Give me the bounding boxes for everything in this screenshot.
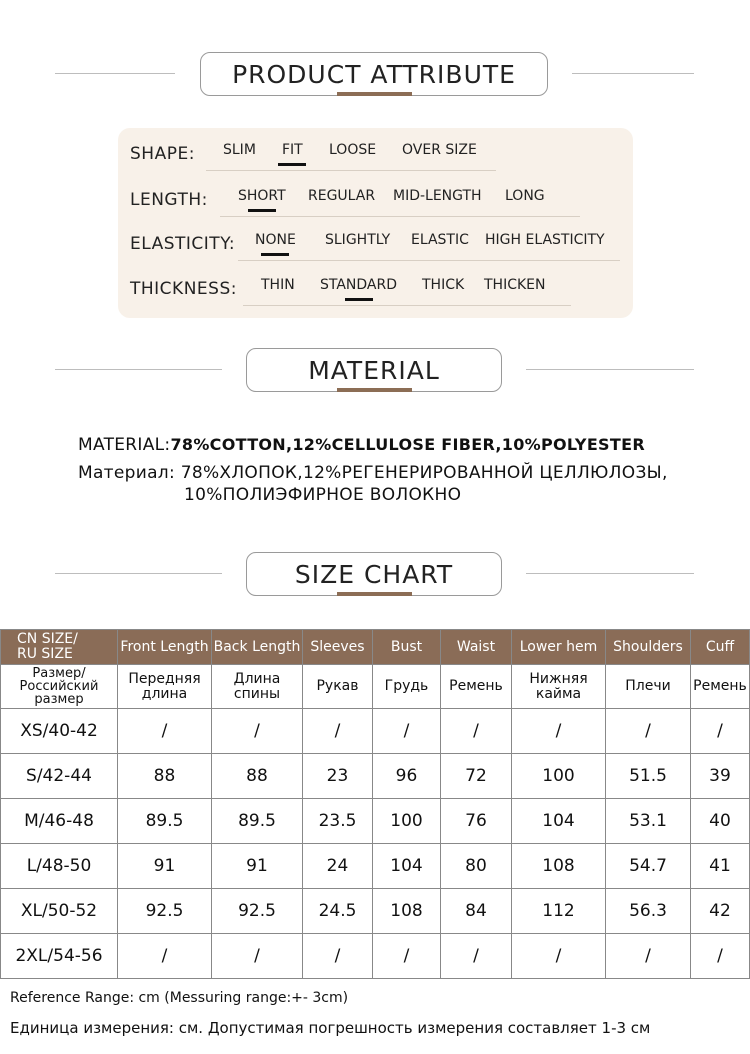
header-cell: Lower hem [512, 630, 606, 665]
size-cell: 2XL/54-56 [1, 934, 118, 979]
attr-option: OVER SIZE [402, 142, 477, 158]
header-ru-cell: Длина спины [212, 665, 303, 709]
value-cell: 88 [212, 754, 303, 799]
header-ru-cell: Размер/ Российский размер [1, 665, 118, 709]
value-cell: / [441, 934, 512, 979]
value-cell: 80 [441, 844, 512, 889]
attr-row-rule [206, 170, 496, 171]
header-cell: Bust [373, 630, 441, 665]
value-cell: / [303, 934, 373, 979]
selected-marker [278, 163, 306, 166]
value-cell: 24.5 [303, 889, 373, 934]
heading-pill [200, 52, 548, 96]
value-cell: 76 [441, 799, 512, 844]
header-ru-cell: Грудь [373, 665, 441, 709]
value-cell: 41 [691, 844, 750, 889]
value-cell: 89.5 [118, 799, 212, 844]
attr-row-rule [238, 260, 620, 261]
value-cell: 23.5 [303, 799, 373, 844]
attr-label: LENGTH: [130, 190, 208, 210]
value-cell: / [373, 709, 441, 754]
size-cell: M/46-48 [1, 799, 118, 844]
value-cell: 92.5 [212, 889, 303, 934]
attr-option-selected: NONE [255, 232, 296, 248]
attribute-box [118, 128, 633, 318]
table-row [1, 844, 750, 889]
attr-row-rule [220, 216, 580, 217]
attr-label: ELASTICITY: [130, 234, 236, 254]
value-cell: / [512, 709, 606, 754]
table-row [1, 934, 750, 979]
header-ru-cell: Нижняя кайма [512, 665, 606, 709]
size-cell: XS/40-42 [1, 709, 118, 754]
value-cell: / [606, 934, 691, 979]
footnote-ru: Единица измерения: см. Допустимая погрешность измерения составляет 1-3 см [10, 1019, 651, 1037]
size-cell: L/48-50 [1, 844, 118, 889]
attr-option: REGULAR [308, 188, 376, 204]
heading-title: SIZE CHART [294, 559, 454, 589]
size-chart-table [0, 629, 750, 979]
value-cell: 53.1 [606, 799, 691, 844]
heading-pill [246, 348, 502, 392]
attr-label: THICKNESS: [130, 279, 237, 299]
attr-row-elasticity [118, 232, 633, 262]
value-cell: 39 [691, 754, 750, 799]
attr-row-rule [243, 305, 571, 306]
attr-option-selected: STANDARD [320, 277, 397, 293]
value-cell: / [512, 934, 606, 979]
header-ru-cell: Рукав [303, 665, 373, 709]
value-cell: / [212, 709, 303, 754]
header-cell: Cuff [691, 630, 750, 665]
table-row [1, 754, 750, 799]
value-cell: / [303, 709, 373, 754]
value-cell: 89.5 [212, 799, 303, 844]
header-cell: Shoulders [606, 630, 691, 665]
value-cell: 104 [512, 799, 606, 844]
material-en [78, 435, 645, 455]
heading-rule-right [526, 369, 694, 370]
heading-rule-right [572, 73, 694, 74]
heading-pill [246, 552, 502, 596]
material-en-value: 78%COTTON,12%CELLULOSE FIBER,10%POLYESTER [170, 435, 645, 454]
heading-rule-right [526, 573, 694, 574]
material-ru-line2 [184, 485, 461, 505]
value-cell: 23 [303, 754, 373, 799]
material-ru-value-1: 78%ХЛОПОК,12%РЕГЕНЕРИРОВАННОЙ ЦЕЛЛЮЛОЗЫ, [180, 463, 668, 483]
value-cell: 51.5 [606, 754, 691, 799]
value-cell: 72 [441, 754, 512, 799]
material-ru [78, 463, 668, 483]
value-cell: / [691, 709, 750, 754]
material-ru-value-2: 10%ПОЛИЭФИРНОЕ ВОЛОКНО [184, 485, 462, 505]
header-ru-cell: Передняя длина [118, 665, 212, 709]
heading-rule-left [55, 369, 222, 370]
heading-accent [337, 592, 412, 596]
footnote-en: Reference Range: cm (Messuring range:+- 3cm) [10, 990, 349, 1006]
material-ru-label: Материал: [78, 463, 175, 483]
table-row [1, 799, 750, 844]
header-cell: Back Length [212, 630, 303, 665]
heading-title: MATERIAL [308, 355, 440, 385]
value-cell: / [373, 934, 441, 979]
table-row [1, 889, 750, 934]
value-cell: / [606, 709, 691, 754]
attr-option-selected: FIT [282, 142, 303, 158]
value-cell: 108 [512, 844, 606, 889]
value-cell: 91 [212, 844, 303, 889]
table-row [1, 709, 750, 754]
attr-option: HIGH ELASTICITY [485, 232, 605, 248]
value-cell: / [441, 709, 512, 754]
selected-marker [261, 253, 289, 256]
value-cell: 40 [691, 799, 750, 844]
header-cell: CN SIZE/ RU SIZE [1, 630, 118, 665]
header-row-en [1, 630, 750, 665]
value-cell: 100 [373, 799, 441, 844]
value-cell: / [118, 709, 212, 754]
value-cell: 88 [118, 754, 212, 799]
size-cell: S/42-44 [1, 754, 118, 799]
value-cell: 24 [303, 844, 373, 889]
heading-accent [337, 92, 412, 96]
attr-row-shape [118, 142, 633, 172]
selected-marker [248, 209, 276, 212]
attr-option: THICKEN [484, 277, 546, 293]
attr-option: SLIM [223, 142, 256, 158]
attr-option: THIN [261, 277, 295, 293]
value-cell: 100 [512, 754, 606, 799]
header-row-ru [1, 665, 750, 709]
attr-option: MID-LENGTH [393, 188, 482, 204]
value-cell: 108 [373, 889, 441, 934]
attr-row-thickness [118, 277, 633, 307]
attr-option: SLIGHTLY [325, 232, 391, 248]
value-cell: / [118, 934, 212, 979]
value-cell: 92.5 [118, 889, 212, 934]
attr-option: ELASTIC [411, 232, 469, 248]
attr-option-selected: SHORT [238, 188, 286, 204]
value-cell: 84 [441, 889, 512, 934]
heading-rule-left [55, 573, 222, 574]
header-cell: Front Length [118, 630, 212, 665]
heading-accent [337, 388, 412, 392]
attr-label: SHAPE: [130, 144, 195, 164]
value-cell: 104 [373, 844, 441, 889]
value-cell: 54.7 [606, 844, 691, 889]
header-ru-cell: Плечи [606, 665, 691, 709]
value-cell: 42 [691, 889, 750, 934]
selected-marker [345, 298, 373, 301]
value-cell: 91 [118, 844, 212, 889]
material-en-label: MATERIAL: [78, 435, 171, 455]
value-cell: / [212, 934, 303, 979]
heading-rule-left [55, 73, 175, 74]
header-cell: Waist [441, 630, 512, 665]
value-cell: 96 [373, 754, 441, 799]
attr-row-length [118, 188, 633, 218]
value-cell: / [691, 934, 750, 979]
header-ru-cell: Ремень [691, 665, 750, 709]
attr-option: LONG [505, 188, 545, 204]
attr-option: LOOSE [329, 142, 377, 158]
header-cell: Sleeves [303, 630, 373, 665]
attr-option: THICK [422, 277, 465, 293]
size-cell: XL/50-52 [1, 889, 118, 934]
header-ru-cell: Ремень [441, 665, 512, 709]
value-cell: 112 [512, 889, 606, 934]
value-cell: 56.3 [606, 889, 691, 934]
heading-title: PRODUCT ATTRIBUTE [232, 59, 516, 89]
